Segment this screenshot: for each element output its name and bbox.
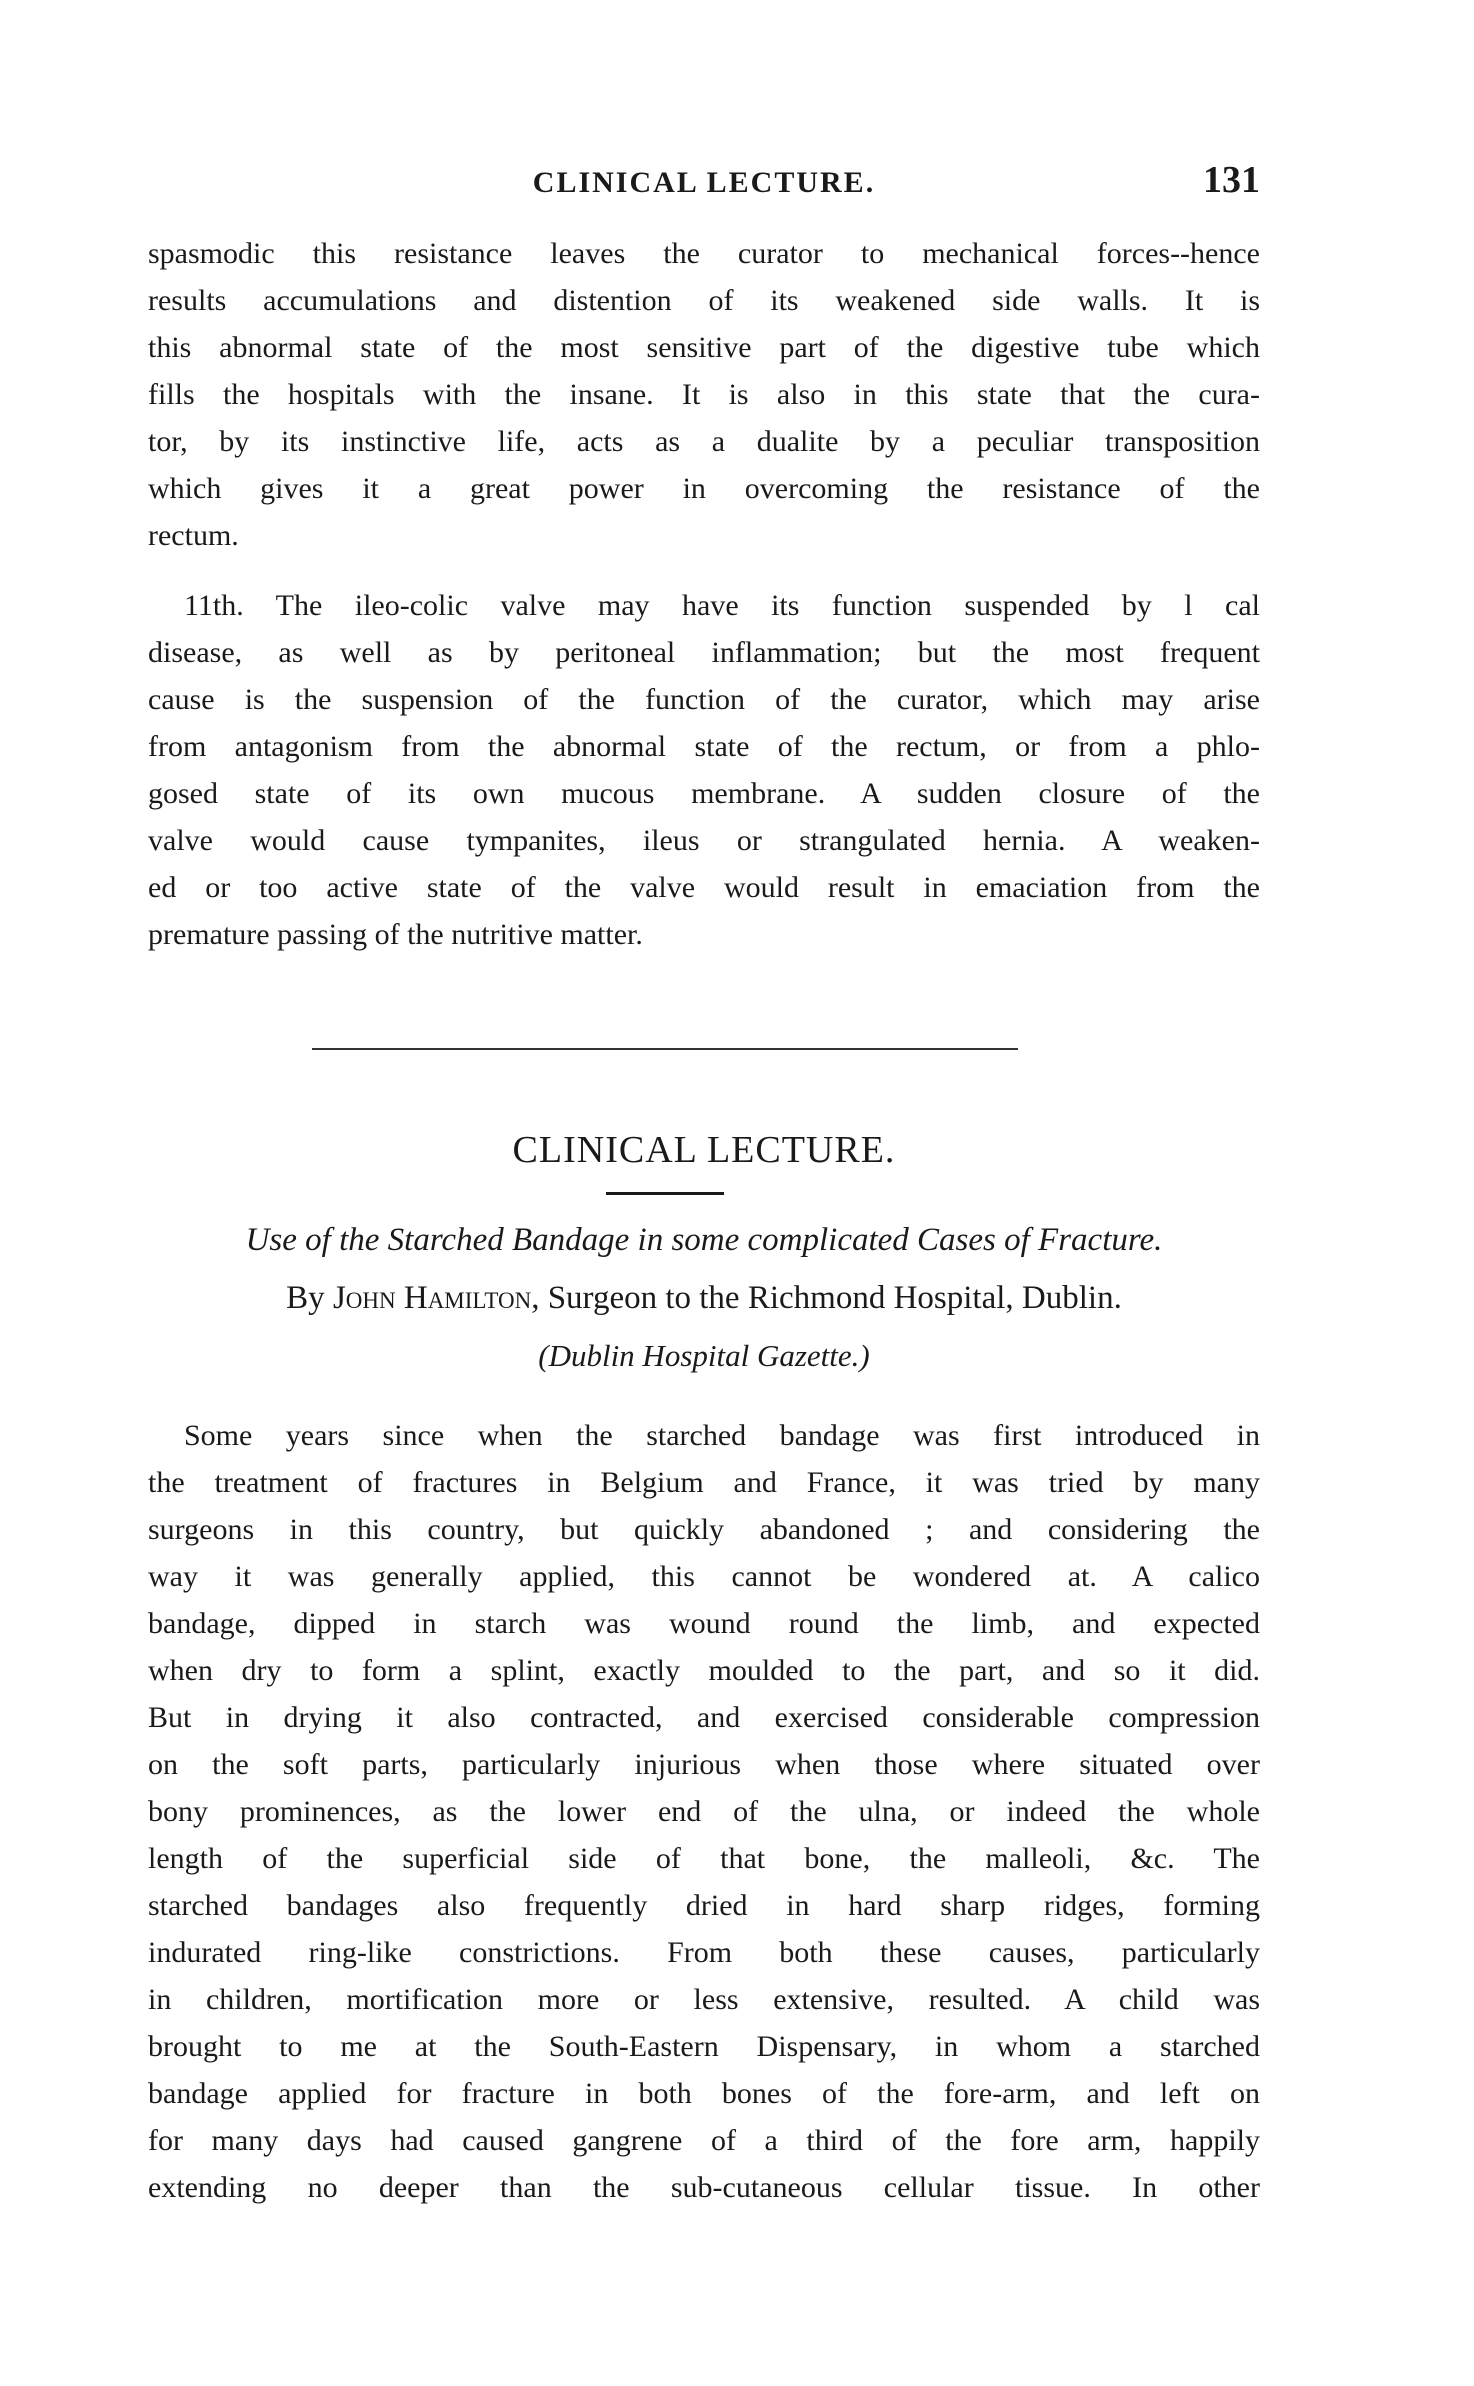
- text-line: results accumulations and distention of its weakened side walls. It is: [148, 284, 1260, 317]
- text-line: extending no deeper than the sub-cutaneous cellular tissue. In other: [148, 2171, 1260, 2204]
- text-line: ed or too active state of the valve would result in emaciation from the: [148, 871, 1260, 904]
- text-line: spasmodic this resistance leaves the curator to mechanical forces--hence: [148, 237, 1260, 270]
- section-divider: [312, 1048, 1018, 1050]
- text-line: bony prominences, as the lower end of the ulna, or indeed the whole: [148, 1795, 1260, 1828]
- paragraph-continuation: [148, 230, 1260, 559]
- text-line: rectum.: [148, 519, 239, 552]
- text-line: when dry to form a splint, exactly moulded to the part, and so it did.: [148, 1654, 1260, 1687]
- source-citation: (Dublin Hospital Gazette.): [538, 1338, 870, 1373]
- page-number: 131: [1203, 159, 1260, 201]
- text-line: for many days had caused gangrene of a third of the fore arm, happily: [148, 2124, 1260, 2157]
- title-underline: [606, 1192, 724, 1195]
- text-line: fills the hospitals with the insane. It is also in this state that the cura-: [148, 378, 1260, 411]
- text-line: 11th. The ileo-colic valve may have its function suspended by l cal: [184, 589, 1260, 622]
- paragraph-body: [148, 1412, 1260, 2211]
- text-line: indurated ring-like constrictions. From both these causes, particularly: [148, 1936, 1260, 1969]
- text-line: from antagonism from the abnormal state of the rectum, or from a phlo-: [148, 730, 1260, 763]
- byline: [148, 1280, 1260, 1317]
- text-line: brought to me at the South-Eastern Dispensary, in whom a starched: [148, 2030, 1260, 2063]
- byline-prefix: By: [286, 1280, 333, 1316]
- text-line: bandage, dipped in starch was wound round the limb, and expected: [148, 1607, 1260, 1640]
- text-line: the treatment of fractures in Belgium and France, it was tried by many: [148, 1466, 1260, 1499]
- text-line: length of the superficial side of that bone, the malleoli, &c. The: [148, 1842, 1260, 1875]
- byline-suffix: , Surgeon to the Richmond Hospital, Dublin.: [531, 1280, 1122, 1316]
- text-line: valve would cause tympanites, ileus or strangulated hernia. A weaken-: [148, 824, 1260, 857]
- text-line: premature passing of the nutritive matter.: [148, 918, 643, 951]
- text-line: which gives it a great power in overcoming the resistance of the: [148, 472, 1260, 505]
- running-title: CLINICAL LECTURE.: [532, 166, 876, 199]
- section-title: CLINICAL LECTURE.: [512, 1129, 896, 1171]
- text-line: bandage applied for fracture in both bones of the fore-arm, and left on: [148, 2077, 1260, 2110]
- paragraph-eleventh: [148, 582, 1260, 958]
- text-line: starched bandages also frequently dried in hard sharp ridges, forming: [148, 1889, 1260, 1922]
- article-title: Use of the Starched Bandage in some complicated Cases of Fracture.: [245, 1222, 1163, 1258]
- text-line: this abnormal state of the most sensitive part of the digestive tube which: [148, 331, 1260, 364]
- text-line: on the soft parts, particularly injurious when those where situated over: [148, 1748, 1260, 1781]
- text-line: Some years since when the starched bandage was first introduced in: [184, 1419, 1260, 1452]
- text-line: tor, by its instinctive life, acts as a dualite by a peculiar transposition: [148, 425, 1260, 458]
- running-head: [148, 158, 1260, 208]
- text-line: gosed state of its own mucous membrane. A sudden closure of the: [148, 777, 1260, 810]
- text-line: surgeons in this country, but quickly abandoned ; and considering the: [148, 1513, 1260, 1546]
- text-line: cause is the suspension of the function of the curator, which may arise: [148, 683, 1260, 716]
- text-line: way it was generally applied, this cannot be wondered at. A calico: [148, 1560, 1260, 1593]
- text-line: But in drying it also contracted, and exercised considerable compression: [148, 1701, 1260, 1734]
- author-name: John Hamilton: [332, 1280, 532, 1316]
- text-line: in children, mortification more or less extensive, resulted. A child was: [148, 1983, 1260, 2016]
- text-line: disease, as well as by peritoneal inflammation; but the most frequent: [148, 636, 1260, 669]
